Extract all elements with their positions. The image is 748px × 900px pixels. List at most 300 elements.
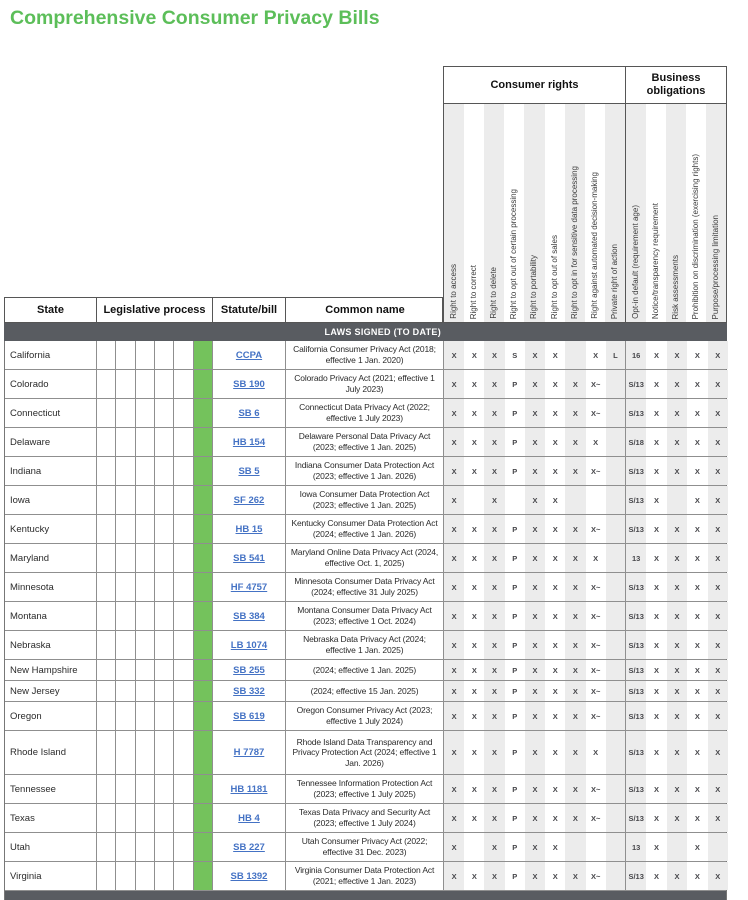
- column-label: Opt-in default (requirement age): [631, 205, 640, 319]
- consumer-right-mark-cell: X: [444, 702, 464, 730]
- business-obligation-mark-cell: X: [654, 611, 660, 621]
- business-obligation-mark-cell: X: [708, 731, 728, 774]
- statute-bill-link[interactable]: SB 332: [233, 685, 265, 697]
- consumer-right-mark-cell: X: [444, 631, 464, 659]
- consumer-right-mark-cell: P: [512, 748, 518, 757]
- business-obligation-mark-cell: X: [667, 681, 687, 701]
- consumer-right-mark-cell: X: [471, 350, 477, 360]
- legislative-stage-cell: [97, 775, 116, 803]
- statute-bill-link[interactable]: SB 384: [233, 610, 265, 622]
- column-label-cell: [626, 104, 646, 322]
- column-label-cell: [706, 104, 726, 322]
- consumer-right-mark-cell: X: [552, 640, 558, 650]
- consumer-right-mark-cell: [464, 833, 484, 861]
- table-row: [5, 804, 726, 833]
- legislative-stage-cell: [136, 457, 155, 485]
- column-label-cell: [686, 104, 706, 322]
- consumer-right-mark-cell: P: [512, 640, 518, 650]
- table-row: [5, 486, 726, 515]
- legislative-stage-signed-cell: [194, 731, 213, 774]
- business-obligation-mark-cell: S/13: [626, 573, 646, 601]
- statute-bill-cell: [213, 486, 286, 514]
- business-obligation-mark-cell: 16: [626, 341, 646, 369]
- state-cell: Texas: [5, 804, 97, 832]
- legislative-stage-cell: [136, 370, 155, 398]
- consumer-right-mark-cell: X: [552, 524, 558, 534]
- legislative-stage-signed-cell: [194, 486, 213, 514]
- business-obligation-mark-cell: X: [694, 437, 700, 447]
- legislative-process-cells: [97, 341, 213, 369]
- common-name-cell: Oregon Consumer Privacy Act (2023; effective 1 July 2024): [286, 702, 444, 730]
- legislative-stage-cell: [116, 370, 135, 398]
- business-obligation-mark-cell: S/13: [626, 457, 646, 485]
- legislative-stage-signed-cell: [194, 370, 213, 398]
- business-obligation-mark-cell: X: [654, 408, 660, 418]
- business-obligation-mark-cell: X: [694, 524, 700, 534]
- legislative-stage-cell: [97, 341, 116, 369]
- consumer-right-mark-cell: X: [525, 833, 545, 861]
- common-name-cell: Nebraska Data Privacy Act (2024; effective 1 Jan. 2025): [286, 631, 444, 659]
- legislative-stage-cell: [136, 515, 155, 543]
- state-cell: Connecticut: [5, 399, 97, 427]
- business-obligation-mark-cell: X: [708, 486, 728, 514]
- consumer-right-mark-cell: X: [593, 748, 599, 757]
- consumer-right-mark-cell: X: [484, 731, 504, 774]
- consumer-right-mark-cell: X: [471, 408, 477, 418]
- business-obligation-mark-cell: S/13: [626, 775, 646, 803]
- business-obligation-mark-cell: X: [667, 804, 687, 832]
- statute-bill-cell: [213, 660, 286, 680]
- consumer-right-mark-cell: X: [552, 686, 558, 696]
- business-obligation-mark-cell: X: [694, 611, 700, 621]
- consumer-right-mark-cell: P: [512, 524, 518, 534]
- legislative-stage-cell: [174, 457, 193, 485]
- column-label: Right against automated decision-making: [589, 172, 599, 319]
- consumer-right-mark-cell: X: [484, 660, 504, 680]
- statute-bill-link[interactable]: H 7787: [233, 747, 265, 758]
- legislative-process-cells: [97, 370, 213, 398]
- statute-bill-link[interactable]: SB 6: [238, 407, 260, 419]
- business-obligation-mark-cell: [708, 833, 728, 861]
- statute-bill-cell: [213, 775, 286, 803]
- column-label: Right to opt out of sales: [549, 234, 559, 319]
- legislative-stage-cell: [97, 833, 116, 861]
- legislative-stage-signed-cell: [194, 341, 213, 369]
- consumer-right-mark-cell: X: [565, 775, 585, 803]
- consumer-right-mark-cell: X: [593, 437, 599, 447]
- business-obligation-mark-cell: X: [708, 660, 728, 680]
- business-obligation-mark-cell: X: [654, 842, 660, 852]
- statute-bill-link[interactable]: HF 4757: [230, 581, 268, 593]
- legislative-stage-cell: [174, 602, 193, 630]
- consumer-right-mark-cell: X: [444, 660, 464, 680]
- consumer-right-mark-cell: X: [525, 602, 545, 630]
- consumer-right-mark-cell: X: [444, 341, 464, 369]
- consumer-right-mark-cell: [606, 515, 626, 543]
- consumer-rights-group-title: Consumer rights: [444, 67, 625, 104]
- business-obligation-mark-cell: X: [708, 804, 728, 832]
- consumer-right-mark-cell: X: [525, 399, 545, 427]
- legislative-stage-cell: [97, 631, 116, 659]
- consumer-right-mark-cell: X: [471, 553, 477, 563]
- consumer-right-mark-cell: X: [484, 341, 504, 369]
- consumer-right-mark-cell: X: [484, 775, 504, 803]
- consumer-right-mark-cell: X: [552, 379, 558, 389]
- consumer-rights-group: [443, 66, 625, 323]
- legislative-stage-signed-cell: [194, 399, 213, 427]
- table-row: [5, 515, 726, 544]
- rights-obligations-header: [443, 66, 727, 323]
- consumer-right-mark-cell: [606, 602, 626, 630]
- legislative-stage-signed-cell: [194, 515, 213, 543]
- column-label: Right to delete: [489, 267, 499, 319]
- consumer-right-mark-cell: P: [512, 711, 518, 721]
- legislative-stage-cell: [97, 486, 116, 514]
- table-row: [5, 681, 726, 702]
- legislative-process-cells: [97, 428, 213, 456]
- consumer-right-mark-cell: X~: [590, 466, 601, 476]
- consumer-right-mark-cell: P: [512, 408, 518, 418]
- table-row: [5, 573, 726, 602]
- legislative-process-cells: [97, 804, 213, 832]
- legislative-stage-cell: [116, 428, 135, 456]
- statute-bill-link[interactable]: HB 4: [238, 812, 260, 824]
- table-row: [5, 341, 726, 370]
- business-obligation-mark-cell: S/13: [626, 515, 646, 543]
- consumer-right-mark-cell: X: [484, 486, 504, 514]
- consumer-right-mark-cell: X: [565, 428, 585, 456]
- consumer-right-mark-cell: X: [525, 370, 545, 398]
- statute-bill-cell: [213, 428, 286, 456]
- legislative-stage-cell: [174, 681, 193, 701]
- column-label: Prohibition on discrimination (exercising rights): [691, 153, 700, 319]
- business-obligation-mark-cell: X: [708, 399, 728, 427]
- consumer-right-mark-cell: X: [525, 515, 545, 543]
- column-label: Right to portability: [529, 254, 539, 319]
- statute-bill-cell: [213, 399, 286, 427]
- business-obligation-mark-cell: X: [694, 466, 700, 476]
- legislative-stage-cell: [136, 775, 155, 803]
- legislative-stage-cell: [97, 804, 116, 832]
- table-row: [5, 399, 726, 428]
- business-obligation-mark-cell: X: [694, 408, 700, 418]
- consumer-right-mark-cell: X: [565, 370, 585, 398]
- consumer-right-mark-cell: X~: [590, 784, 601, 794]
- business-obligations-group: [625, 66, 727, 323]
- header-legislative-process: Legislative process: [97, 298, 213, 322]
- business-obligation-mark-cell: S/13: [626, 631, 646, 659]
- consumer-right-mark-cell: X: [525, 862, 545, 890]
- consumer-right-mark-cell: X: [552, 350, 558, 360]
- legislative-process-cells: [97, 515, 213, 543]
- legislative-stage-signed-cell: [194, 573, 213, 601]
- statute-bill-cell: [213, 681, 286, 701]
- consumer-right-mark-cell: P: [512, 466, 518, 476]
- state-cell: Indiana: [5, 457, 97, 485]
- consumer-right-mark-cell: X: [444, 457, 464, 485]
- legislative-stage-signed-cell: [194, 702, 213, 730]
- consumer-right-mark-cell: X: [552, 784, 558, 794]
- consumer-right-mark-cell: X: [525, 804, 545, 832]
- statute-bill-cell: [213, 731, 286, 774]
- consumer-right-mark-cell: X~: [590, 611, 601, 621]
- consumer-right-mark-cell: X: [525, 544, 545, 572]
- section-band-laws-signed: [4, 323, 727, 341]
- consumer-right-mark-cell: X: [552, 495, 558, 505]
- statute-bill-link[interactable]: SB 1392: [230, 870, 268, 882]
- business-obligation-mark-cell: X: [654, 495, 660, 505]
- business-obligations-group-title: Business obligations: [626, 67, 726, 104]
- business-obligation-mark-cell: X: [667, 631, 687, 659]
- consumer-right-mark-cell: X: [444, 862, 464, 890]
- business-obligation-mark-cell: X: [667, 731, 687, 774]
- legislative-stage-cell: [97, 370, 116, 398]
- business-obligation-mark-cell: 13: [626, 833, 646, 861]
- consumer-right-mark-cell: X: [471, 437, 477, 447]
- consumer-right-mark-cell: X: [565, 544, 585, 572]
- legislative-stage-cell: [174, 573, 193, 601]
- consumer-right-mark-cell: X: [525, 775, 545, 803]
- table-row: [5, 833, 726, 862]
- business-obligation-mark-cell: S/13: [626, 602, 646, 630]
- legislative-stage-cell: [155, 457, 174, 485]
- statute-bill-link[interactable]: HB 15: [235, 523, 263, 535]
- legislative-stage-signed-cell: [194, 833, 213, 861]
- consumer-right-mark-cell: X: [484, 833, 504, 861]
- legislative-stage-signed-cell: [194, 775, 213, 803]
- consumer-right-mark-cell: X: [565, 573, 585, 601]
- consumer-right-mark-cell: P: [512, 582, 518, 592]
- next-section-band: [5, 891, 726, 900]
- consumer-right-mark-cell: X: [525, 457, 545, 485]
- state-cell: Virginia: [5, 862, 97, 890]
- consumer-right-mark-cell: X: [444, 804, 464, 832]
- legislative-stage-cell: [97, 731, 116, 774]
- consumer-right-mark-cell: X: [565, 602, 585, 630]
- consumer-right-mark-cell: X: [525, 702, 545, 730]
- legislative-stage-signed-cell: [194, 804, 213, 832]
- legislative-stage-cell: [97, 457, 116, 485]
- statute-bill-cell: [213, 833, 286, 861]
- legislative-stage-cell: [116, 544, 135, 572]
- consumer-right-mark-cell: [565, 341, 585, 369]
- legislative-stage-cell: [116, 341, 135, 369]
- column-label: Right to access: [449, 264, 459, 319]
- state-cell: New Jersey: [5, 681, 97, 701]
- business-obligation-mark-cell: X: [694, 842, 700, 852]
- business-obligation-mark-cell: X: [667, 399, 687, 427]
- table-row: [5, 457, 726, 486]
- statute-bill-cell: [213, 457, 286, 485]
- consumer-right-mark-cell: X: [525, 428, 545, 456]
- consumer-right-mark-cell: L: [606, 341, 626, 369]
- consumer-right-mark-cell: [565, 833, 585, 861]
- legislative-stage-cell: [116, 833, 135, 861]
- consumer-right-mark-cell: X: [471, 748, 477, 757]
- business-obligation-mark-cell: S/13: [626, 370, 646, 398]
- header-state: State: [5, 298, 97, 322]
- consumer-right-mark-cell: X~: [590, 524, 601, 534]
- statute-bill-link[interactable]: SB 255: [233, 664, 265, 676]
- column-label: Right to opt in for sensitive data processing: [569, 166, 579, 319]
- common-name-cell: Utah Consumer Privacy Act (2022; effective 31 Dec. 2023): [286, 833, 444, 861]
- business-obligation-mark-cell: S/13: [626, 862, 646, 890]
- statute-bill-link[interactable]: SB 227: [233, 841, 265, 853]
- column-label-cell: [585, 104, 605, 322]
- consumer-right-mark-cell: X: [593, 553, 599, 563]
- consumer-right-mark-cell: [606, 731, 626, 774]
- business-obligation-mark-cell: X: [694, 665, 700, 675]
- consumer-right-mark-cell: X: [565, 681, 585, 701]
- consumer-right-mark-cell: X: [552, 408, 558, 418]
- statute-bill-cell: [213, 341, 286, 369]
- consumer-right-mark-cell: P: [512, 784, 518, 794]
- legislative-stage-cell: [174, 341, 193, 369]
- legislative-stage-cell: [136, 702, 155, 730]
- business-obligation-mark-cell: X: [694, 582, 700, 592]
- consumer-right-mark-cell: X: [484, 573, 504, 601]
- column-label-cell: [484, 104, 504, 322]
- consumer-right-mark-cell: [606, 833, 626, 861]
- column-label-cell: [646, 104, 666, 322]
- business-obligation-mark-cell: X: [694, 495, 700, 505]
- consumer-right-mark-cell: X: [484, 602, 504, 630]
- column-label: Right to opt out of certain processing: [509, 188, 519, 319]
- statute-bill-cell: [213, 804, 286, 832]
- legislative-stage-cell: [97, 681, 116, 701]
- legislative-stage-cell: [174, 399, 193, 427]
- column-label: Notice/transparency requirement: [651, 202, 660, 319]
- legislative-stage-cell: [174, 702, 193, 730]
- consumer-right-mark-cell: X: [444, 775, 464, 803]
- legislative-stage-cell: [116, 660, 135, 680]
- consumer-right-mark-cell: X: [471, 813, 477, 823]
- consumer-right-mark-cell: X: [565, 660, 585, 680]
- legislative-stage-cell: [116, 702, 135, 730]
- business-obligation-mark-cell: X: [694, 350, 700, 360]
- column-label-cell: [545, 104, 565, 322]
- business-obligation-mark-cell: X: [708, 573, 728, 601]
- legislative-process-cells: [97, 702, 213, 730]
- legislative-stage-cell: [155, 681, 174, 701]
- legislative-stage-signed-cell: [194, 428, 213, 456]
- consumer-right-mark-cell: X: [471, 582, 477, 592]
- legislative-stage-cell: [155, 731, 174, 774]
- legislative-stage-signed-cell: [194, 660, 213, 680]
- consumer-right-mark-cell: X~: [590, 665, 601, 675]
- legislative-stage-cell: [97, 399, 116, 427]
- statute-bill-link[interactable]: LB 1074: [230, 639, 268, 651]
- legislative-stage-signed-cell: [194, 631, 213, 659]
- consumer-right-mark-cell: X: [552, 466, 558, 476]
- consumer-right-mark-cell: [606, 775, 626, 803]
- business-obligation-mark-cell: X: [694, 711, 700, 721]
- consumer-right-mark-cell: X: [471, 640, 477, 650]
- consumer-right-mark-cell: X: [444, 515, 464, 543]
- legislative-stage-cell: [136, 602, 155, 630]
- consumer-right-mark-cell: P: [512, 611, 518, 621]
- statute-bill-link[interactable]: SF 262: [233, 494, 265, 506]
- business-obligation-mark-cell: X: [654, 379, 660, 389]
- statute-bill-link[interactable]: SB 619: [233, 710, 265, 722]
- statute-bill-link[interactable]: SB 5: [238, 465, 260, 477]
- statute-bill-link[interactable]: HB 1181: [230, 783, 268, 795]
- consumer-right-mark-cell: [606, 428, 626, 456]
- consumer-right-mark-cell: [505, 486, 525, 514]
- consumer-right-mark-cell: [464, 486, 484, 514]
- business-obligation-mark-cell: S/13: [626, 681, 646, 701]
- state-cell: Minnesota: [5, 573, 97, 601]
- consumer-right-mark-cell: X: [444, 833, 464, 861]
- consumer-right-mark-cell: X: [484, 681, 504, 701]
- column-label-cell: [605, 104, 625, 322]
- consumer-right-mark-cell: X: [525, 631, 545, 659]
- legislative-stage-cell: [155, 544, 174, 572]
- legislative-stage-cell: [116, 731, 135, 774]
- legislative-process-cells: [97, 862, 213, 890]
- legislative-stage-cell: [155, 486, 174, 514]
- statute-bill-link[interactable]: CCPA: [235, 349, 263, 361]
- legislative-stage-cell: [97, 428, 116, 456]
- consumer-right-mark-cell: P: [512, 813, 518, 823]
- consumer-right-mark-cell: [606, 457, 626, 485]
- legislative-stage-cell: [174, 731, 193, 774]
- legislative-process-cells: [97, 631, 213, 659]
- legislative-stage-cell: [136, 341, 155, 369]
- business-obligation-mark-cell: S/13: [626, 660, 646, 680]
- consumer-right-mark-cell: X: [525, 573, 545, 601]
- column-label: Risk assessments: [671, 254, 680, 319]
- consumer-right-mark-cell: P: [512, 437, 518, 447]
- consumer-right-mark-cell: X: [471, 466, 477, 476]
- consumer-right-mark-cell: X: [444, 544, 464, 572]
- legislative-process-cells: [97, 681, 213, 701]
- state-cell: Nebraska: [5, 631, 97, 659]
- legislative-stage-cell: [155, 602, 174, 630]
- header-common-name: Common name: [325, 304, 405, 316]
- business-obligation-mark-cell: X: [667, 702, 687, 730]
- consumer-right-mark-cell: X: [565, 457, 585, 485]
- column-label: Right to correct: [469, 264, 479, 319]
- state-cell: Oregon: [5, 702, 97, 730]
- legislative-stage-cell: [97, 702, 116, 730]
- state-cell: Tennessee: [5, 775, 97, 803]
- consumer-right-mark-cell: [606, 702, 626, 730]
- consumer-right-mark-cell: P: [512, 553, 518, 563]
- common-name-cell: (2024; effective 15 Jan. 2025): [286, 681, 444, 701]
- consumer-right-mark-cell: X: [484, 862, 504, 890]
- consumer-right-mark-cell: X: [525, 341, 545, 369]
- column-label-cell: [504, 104, 524, 322]
- statute-bill-link[interactable]: SB 190: [233, 378, 265, 390]
- consumer-right-mark-cell: X~: [590, 813, 601, 823]
- legislative-stage-cell: [116, 515, 135, 543]
- legislative-stage-cell: [97, 660, 116, 680]
- consumer-right-mark-cell: X: [471, 524, 477, 534]
- consumer-right-mark-cell: X: [444, 486, 464, 514]
- common-name-cell: Indiana Consumer Data Protection Act (2023; effective 1 Jan. 2026): [286, 457, 444, 485]
- business-obligation-mark-cell: X: [667, 602, 687, 630]
- consumer-right-mark-cell: [606, 862, 626, 890]
- statute-bill-cell: [213, 515, 286, 543]
- consumer-right-mark-cell: [606, 370, 626, 398]
- state-cell: Utah: [5, 833, 97, 861]
- business-obligation-mark-cell: X: [708, 681, 728, 701]
- legislative-process-cells: [97, 399, 213, 427]
- statute-bill-link[interactable]: HB 154: [232, 436, 266, 448]
- statute-bill-link[interactable]: SB 541: [233, 552, 265, 564]
- column-label-cell: [666, 104, 686, 322]
